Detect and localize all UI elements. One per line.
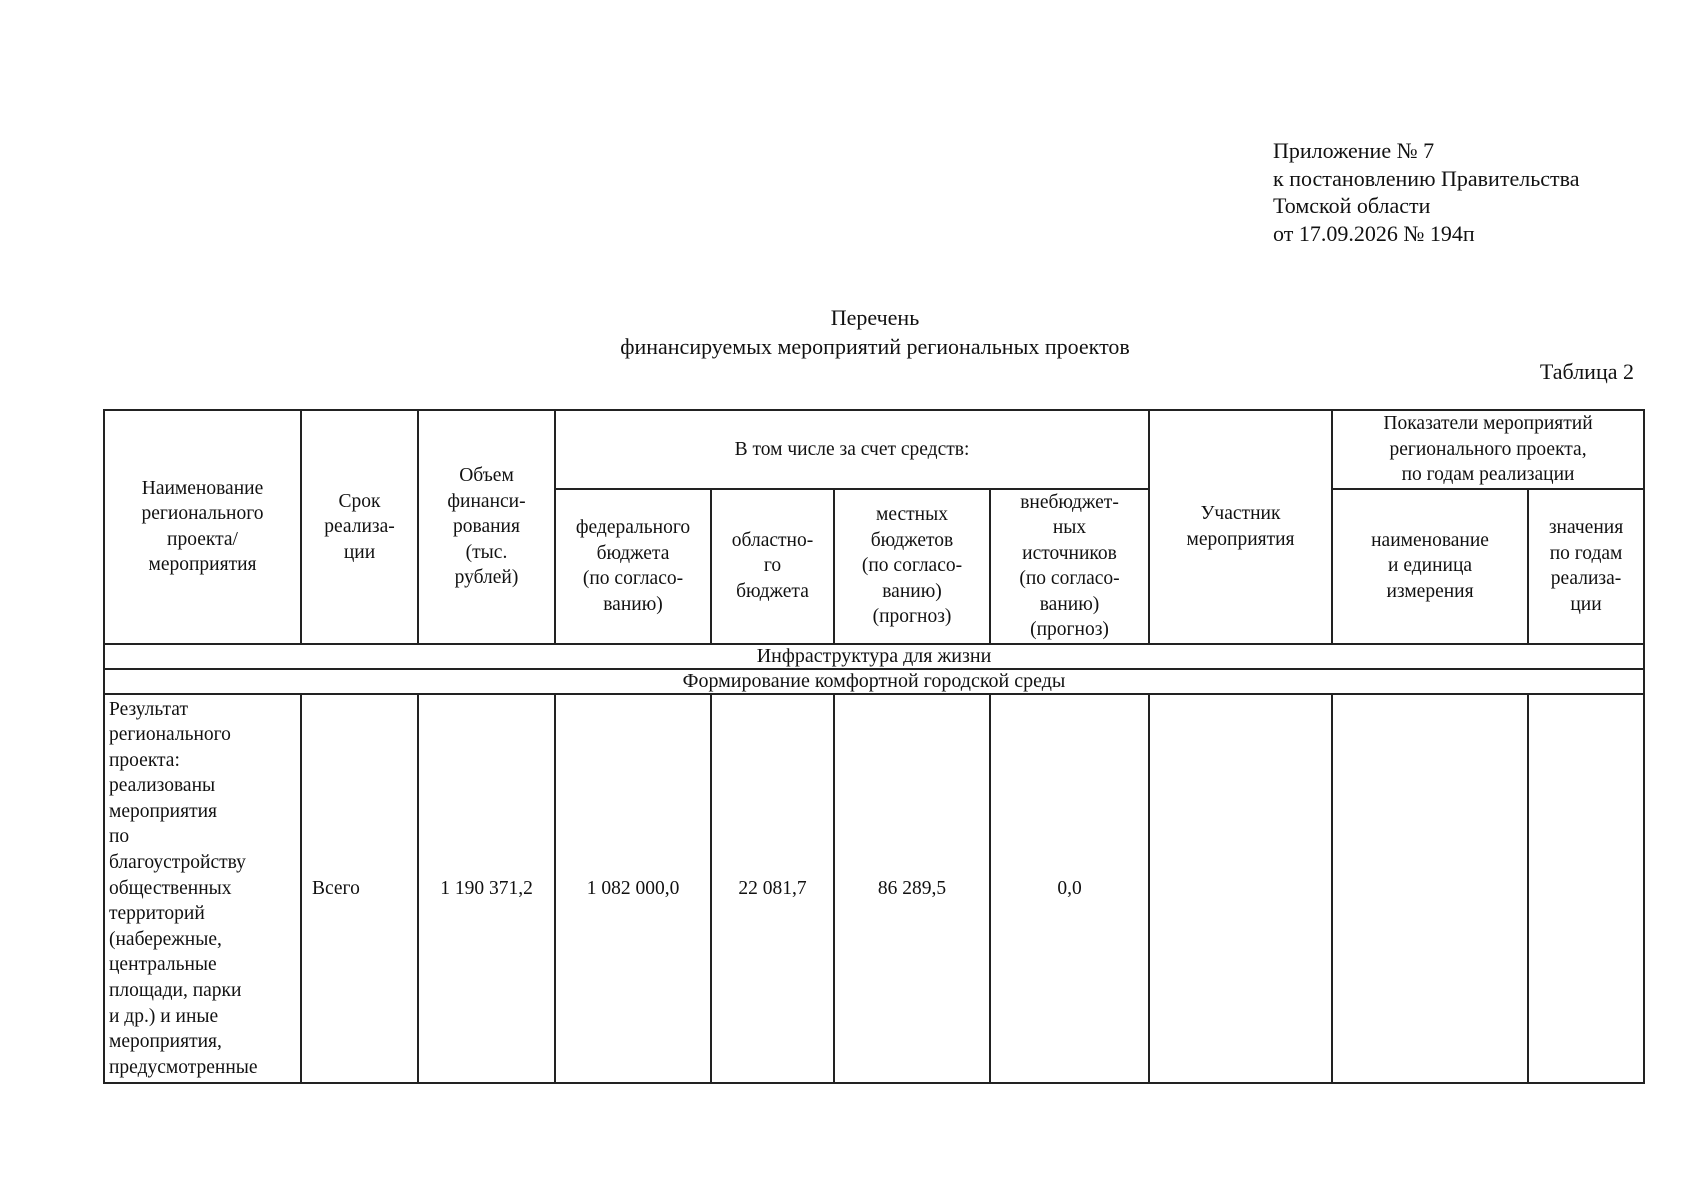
header-term: Срок реализа- ции bbox=[301, 410, 418, 644]
cell-volume: 1 190 371,2 bbox=[418, 694, 555, 1084]
title-line-2: финансируемых мероприятий региональных проектов bbox=[620, 334, 1130, 359]
appendix-block bbox=[1273, 137, 1579, 247]
appendix-number: Приложение № 7 bbox=[1273, 138, 1435, 163]
header-row-1 bbox=[104, 410, 1644, 489]
header-local: местных бюджетов (по согласо- ванию) (прогноз) bbox=[834, 489, 990, 644]
cell-indicator-name bbox=[1332, 694, 1528, 1084]
header-participant: Участник мероприятия bbox=[1149, 410, 1332, 644]
table-row bbox=[104, 694, 1644, 1084]
section-row bbox=[104, 644, 1644, 669]
cell-indicator-values bbox=[1528, 694, 1644, 1084]
header-federal: федерального бюджета (по согласо- ванию) bbox=[555, 489, 711, 644]
header-name: Наименование регионального проекта/ мероприятия bbox=[104, 410, 301, 644]
cell-extrabudget: 0,0 bbox=[990, 694, 1149, 1084]
appendix-region: Томской области bbox=[1273, 193, 1431, 218]
header-including: В том числе за счет средств: bbox=[555, 410, 1149, 489]
document-title bbox=[0, 303, 1697, 361]
header-regional: областно- го бюджета bbox=[711, 489, 834, 644]
header-indicator-values: значения по годам реализа- ции bbox=[1528, 489, 1644, 644]
cell-regional: 22 081,7 bbox=[711, 694, 834, 1084]
projects-table bbox=[103, 409, 1645, 1084]
section-row bbox=[104, 669, 1644, 694]
cell-term: Всего bbox=[301, 694, 418, 1084]
section-infrastructure: Инфраструктура для жизни bbox=[104, 644, 1644, 669]
header-indicator-name: наименование и единица измерения bbox=[1332, 489, 1528, 644]
appendix-resolution: к постановлению Правительства bbox=[1273, 165, 1580, 191]
cell-name: Результат регионального проекта: реализованы мероприятия по благоустройству общественных территорий (набережные, центральные площади, парки и др.) и иные мероприятия, предусмотренные bbox=[104, 694, 301, 1084]
cell-federal: 1 082 000,0 bbox=[555, 694, 711, 1084]
header-indicators: Показатели мероприятий регионального проекта, по годам реализации bbox=[1332, 410, 1644, 489]
section-urban-environment: Формирование комфортной городской среды bbox=[104, 669, 1644, 694]
cell-participant bbox=[1149, 694, 1332, 1084]
header-extrabudget: внебюджет- ных источников (по согласо- ванию) (прогноз) bbox=[990, 489, 1149, 644]
title-line-1: Перечень bbox=[830, 305, 920, 330]
table-number: Таблица 2 bbox=[1539, 359, 1634, 384]
appendix-date: от 17.09.2026 № 194п bbox=[1273, 220, 1475, 246]
header-volume: Объем финанси- рования (тыс. рублей) bbox=[418, 410, 555, 644]
cell-local: 86 289,5 bbox=[834, 694, 990, 1084]
